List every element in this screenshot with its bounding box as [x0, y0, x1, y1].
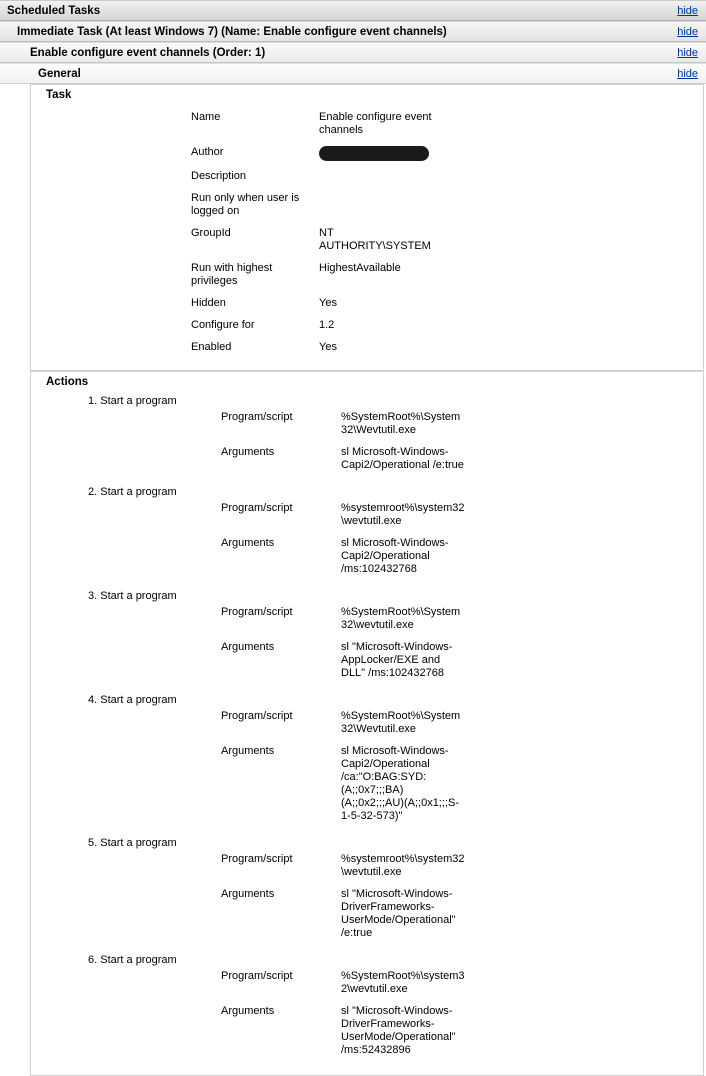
property-value: %systemroot%\system32\wevtutil.exe [341, 853, 465, 878]
property-name: Arguments [221, 446, 275, 458]
task-property-row [31, 145, 703, 161]
action-title: 5. Start a program [88, 837, 177, 849]
property-value: %SystemRoot%\System32\Wevtutil.exe [341, 411, 461, 436]
row-spacer [31, 942, 703, 948]
action-property-row [31, 445, 703, 472]
action-property-row [31, 709, 703, 736]
actions-section [30, 371, 704, 1076]
section-header-scheduled-tasks[interactable] [0, 0, 706, 21]
property-value: sl "Microsoft-Windows-AppLocker/EXE and DLL" /ms:102432768 [341, 641, 453, 679]
property-name: Arguments [221, 1005, 275, 1017]
action-item [31, 833, 703, 948]
property-name: Author [191, 146, 224, 158]
action-item [31, 690, 703, 831]
action-title: 6. Start a program [88, 954, 177, 966]
property-name: Program/script [221, 502, 293, 514]
property-value: sl "Microsoft-Windows-DriverFrameworks-UserMode/Operational" /e:true [341, 888, 456, 939]
property-value: sl "Microsoft-Windows-DriverFrameworks-UserMode/Operational" /ms:52432896 [341, 1005, 456, 1056]
property-value: sl Microsoft-Windows-Capi2/Operational /e:true [341, 446, 464, 471]
property-name: Name [191, 111, 221, 123]
property-value: Yes [319, 341, 337, 353]
property-value: HighestAvailable [319, 262, 401, 274]
action-property-row [31, 640, 703, 680]
action-property-row [31, 1004, 703, 1057]
property-value: Enable configure event channels [319, 111, 432, 136]
action-property-row [31, 501, 703, 528]
task-property-row [31, 110, 703, 137]
property-value: sl Microsoft-Windows-Capi2/Operational /ca:"O:BAG:SYD:(A;;0x7;;;BA)(A;;0x2;;;AU)(A;;0x1;;;S-1-5-32-573)" [341, 745, 459, 822]
property-value [319, 169, 439, 170]
action-title: 1. Start a program [88, 395, 177, 407]
property-name: Program/script [221, 606, 293, 618]
action-item [31, 950, 703, 1065]
property-value: %SystemRoot%\System32\wevtutil.exe [341, 606, 461, 631]
hide-link-immediate-task[interactable]: hide [677, 25, 698, 38]
property-value: %SystemRoot%\System32\Wevtutil.exe [341, 710, 461, 735]
action-title: 3. Start a program [88, 590, 177, 602]
actions-section-body [31, 391, 703, 1075]
row-spacer [31, 825, 703, 831]
row-spacer [31, 682, 703, 688]
scheduled-tasks-title: Scheduled Tasks [7, 4, 101, 17]
property-name: Program/script [221, 710, 293, 722]
task-property-row [31, 191, 703, 218]
action-property-row [31, 887, 703, 940]
hide-link-scheduled-tasks[interactable]: hide [677, 4, 698, 17]
task-section [30, 84, 704, 371]
property-name: Run only when user is logged on [191, 192, 300, 217]
property-name: Arguments [221, 745, 275, 757]
action-property-row [31, 969, 703, 996]
section-header-immediate-task[interactable] [0, 21, 706, 42]
task-property-row [31, 340, 703, 354]
property-name: Program/script [221, 853, 293, 865]
actions-list [31, 391, 703, 1065]
property-value [319, 145, 439, 161]
property-name: GroupId [191, 227, 231, 239]
property-name: Run with highest privileges [191, 262, 273, 287]
redacted-value-bar [319, 146, 429, 161]
property-name: Arguments [221, 641, 275, 653]
property-name: Program/script [221, 970, 293, 982]
row-spacer [31, 356, 703, 362]
row-spacer [31, 1059, 703, 1065]
section-header-general[interactable] [0, 63, 706, 84]
row-spacer [31, 474, 703, 480]
action-item [31, 391, 703, 480]
action-property-row [31, 605, 703, 632]
property-name: Hidden [191, 297, 226, 309]
section-header-enable-configure[interactable] [0, 42, 706, 63]
task-property-row [31, 261, 703, 288]
hide-link-general[interactable]: hide [677, 67, 698, 80]
actions-section-heading: Actions [31, 371, 703, 391]
immediate-task-title: Immediate Task (At least Windows 7) (Name: Enable configure event channels) [17, 25, 447, 38]
general-title: General [38, 67, 81, 80]
property-value: sl Microsoft-Windows-Capi2/Operational /ms:102432768 [341, 537, 449, 575]
action-property-row [31, 852, 703, 879]
row-spacer [31, 578, 703, 584]
task-section-body [31, 104, 703, 370]
property-name: Enabled [191, 341, 232, 353]
task-property-list [31, 110, 703, 362]
task-section-heading: Task [31, 84, 703, 104]
property-value: Yes [319, 297, 337, 309]
task-property-row [31, 226, 703, 253]
action-title: 2. Start a program [88, 486, 177, 498]
property-name: Configure for [191, 319, 255, 331]
task-property-row [31, 296, 703, 310]
property-name: Description [191, 170, 247, 182]
enable-configure-title: Enable configure event channels (Order: 1) [30, 46, 266, 59]
action-item [31, 586, 703, 688]
property-name: Arguments [221, 537, 275, 549]
action-item [31, 482, 703, 584]
property-value: %systemroot%\system32\wevtutil.exe [341, 502, 465, 527]
action-title: 4. Start a program [88, 694, 177, 706]
task-property-row [31, 318, 703, 332]
action-property-row [31, 410, 703, 437]
task-property-row [31, 169, 703, 183]
action-property-row [31, 536, 703, 576]
action-property-row [31, 744, 703, 823]
property-value: 1.2 [319, 319, 335, 331]
property-name: Program/script [221, 411, 293, 423]
property-value: NT AUTHORITY\SYSTEM [319, 227, 431, 252]
hide-link-enable-configure[interactable]: hide [677, 46, 698, 59]
property-value: %SystemRoot%\system32\wevtutil.exe [341, 970, 465, 995]
property-value [319, 191, 439, 192]
property-name: Arguments [221, 888, 275, 900]
